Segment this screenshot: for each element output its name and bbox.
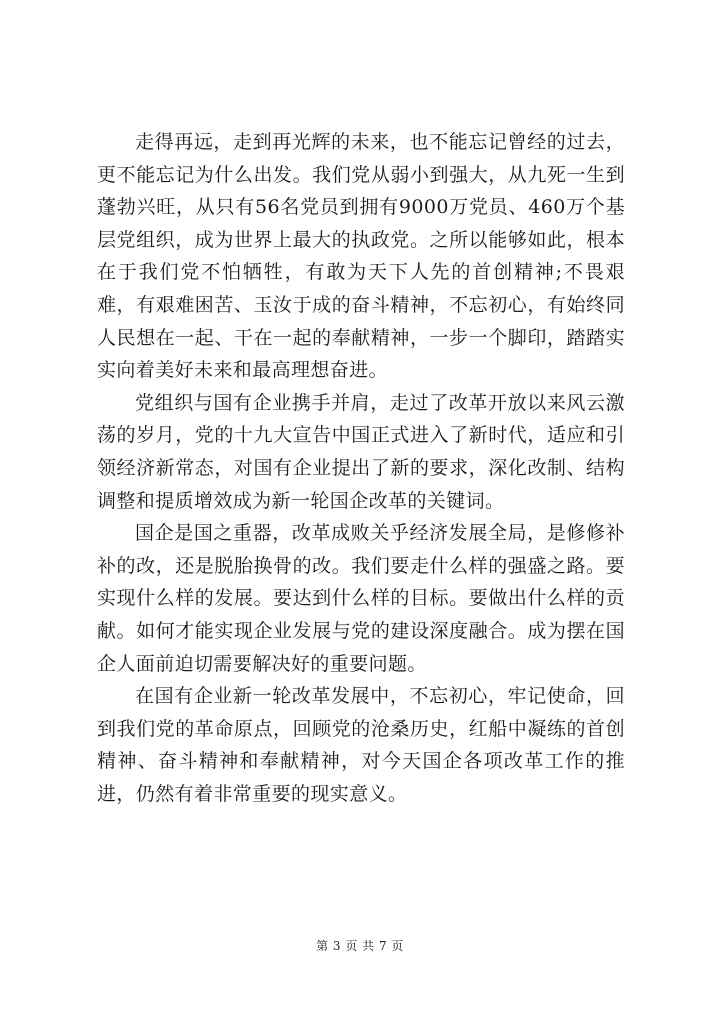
paragraph-4: 在国有企业新一轮改革发展中，不忘初心，牢记使命，回到我们党的革命原点，回顾党的沧桑历史，红船中凝练的首创精神、奋斗精神和奉献精神，对今天国企各项改革工作的推进，仍然有着非常重要的现实意义。 bbox=[97, 685, 625, 805]
paragraph-2: 党组织与国有企业携手并肩，走过了改革开放以来风云激荡的岁月，党的十九大宣告中国正式进入了新时代，适应和引领经济新常态，对国有企业提出了新的要求，深化改制、结构调整和提质增效成为新一轮国企改革的关键词。 bbox=[97, 391, 625, 512]
page-footer: 第 3 页 共 7 页 bbox=[316, 939, 404, 953]
paragraph-3: 国企是国之重器，改革成败关乎经济发展全局，是修修补补的改，还是脱胎换骨的改。我们要走什么样的强盛之路。要实现什么样的发展。要达到什么样的目标。要做出什么样的贡献。如何才能实现企业发展与党的建设深度融合。成为摆在国企人面前迫切需要解决好的重要问题。 bbox=[97, 522, 625, 675]
body-text bbox=[97, 126, 625, 810]
paragraph-1: 走得再远，走到再光辉的未来，也不能忘记曾经的过去，更不能忘记为什么出发。我们党从弱小到强大，从九死一生到蓬勃兴旺，从只有56名党员到拥有9000万党员、460万个基层党组织，成为世界上最大的执政党。之所以能够如此，根本在于我们党不怕牺牲，有敢为天下人先的首创精神;不畏艰难，有艰难困苦、玉汝于成的奋斗精神，不忘初心，有始终同人民想在一起、干在一起的奉献精神，一步一个脚印，踏踏实实向着美好未来和最高理想奋进。 bbox=[97, 131, 625, 382]
